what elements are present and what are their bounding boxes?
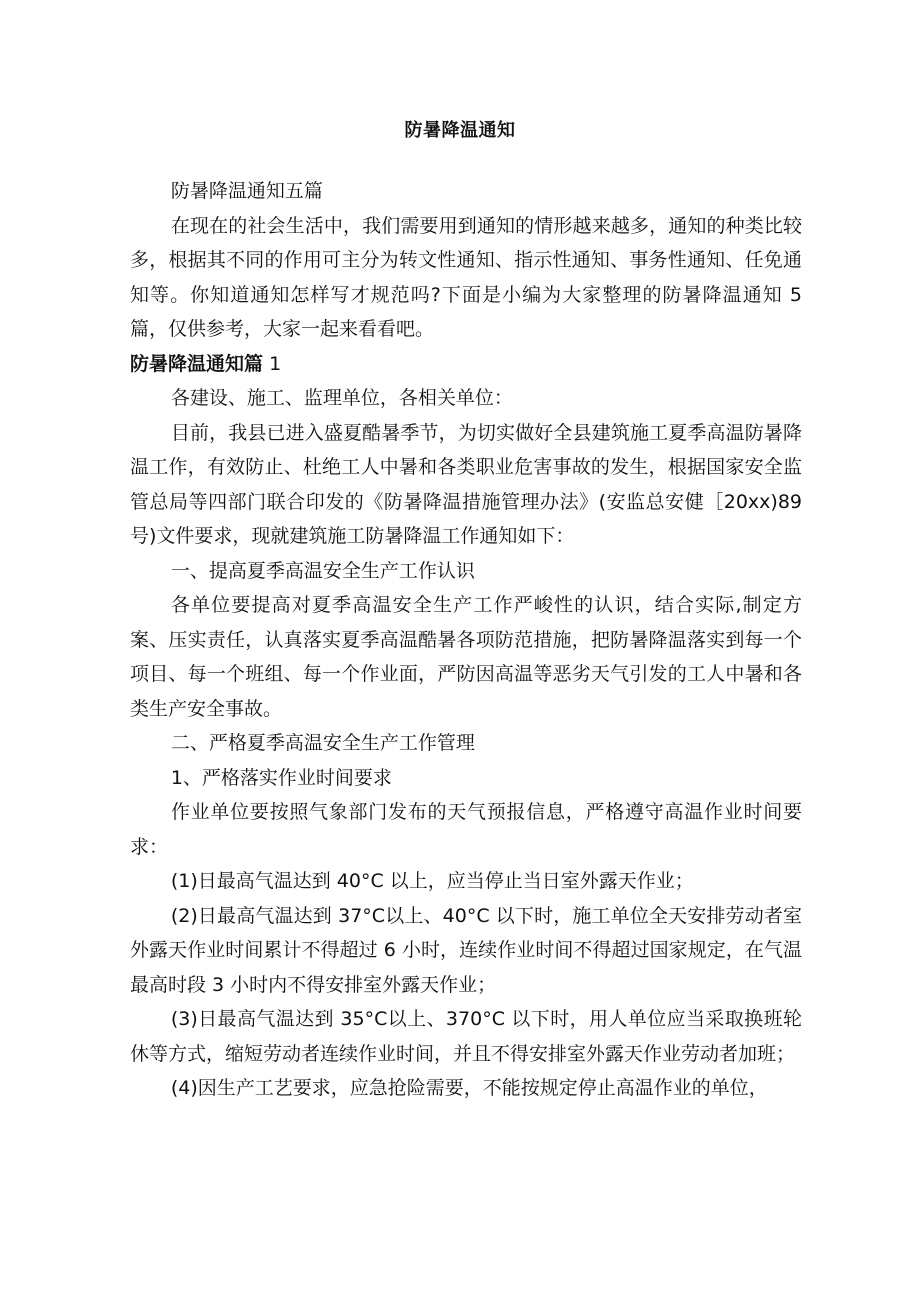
section-title-number: 1: [269, 352, 282, 375]
intro-paragraph: 在现在的社会生活中，我们需要用到通知的情形越来越多，通知的种类比较多，根据其不同的作用可主分为转文性通知、指示性通知、事务性通知、任免通知等。你知道通知怎样写才规范吗?下面是小编为大家整理的防暑降温通知 5 篇，仅供参考，大家一起来看看吧。: [130, 214, 802, 340]
paragraph-background: 目前，我县已进入盛夏酷暑季节，为切实做好全县建筑施工夏季高温防暑降温工作，有效防止、杜绝工人中暑和各类职业危害事故的发生，根据国家安全监管总局等四部门联合印发的《防暑降温措施管理办法》(安监总安健［20xx)89 号)文件要求，现就建筑施工防暑降温工作通知如下：: [130, 421, 802, 547]
paragraph-work-hours: 作业单位要按照气象部门发布的天气预报信息，严格遵守高温作业时间要求：: [130, 801, 802, 858]
subheading-work-hours: 1、严格落实作业时间要求: [170, 766, 392, 789]
list-item-1: (1)日最高气温达到 40°C 以上，应当停止当日室外露天作业；: [170, 870, 694, 892]
document-body: [130, 174, 802, 1106]
paragraph-awareness: 各单位要提高对夏季高温安全生产工作严峻性的认识，结合实际,制定方案、压实责任，认真落实夏季高温酷暑各项防范措施，把防暑降温落实到每一个项目、每一个班组、每一个作业面，严防因高温等恶劣天气引发的工人中暑和各类生产安全事故。: [130, 594, 802, 720]
salutation: 各建设、施工、监理单位，各相关单位：: [170, 387, 513, 409]
list-item-3: (3)日最高气温达到 35°C以上、370°C 以下时，用人单位应当采取换班轮休等方式，缩短劳动者连续作业时间，并且不得安排室外露天作业劳动者加班；: [130, 1008, 802, 1065]
list-item-2: (2)日最高气温达到 37°C以上、40°C 以下时，施工单位全天安排劳动者室外露天作业时间累计不得超过 6 小时，连续作业时间不得超过国家规定，在气温最高时段 3 小时内不得安排室外露天作业；: [130, 904, 802, 996]
heading-one: 一、提高夏季高温安全生产工作认识: [170, 559, 475, 582]
section-title-text: 防暑降温通知篇: [130, 352, 264, 375]
list-item-4: (4)因生产工艺要求，应急抢险需要，不能按规定停止高温作业的单位，: [170, 1077, 768, 1099]
section-title: [130, 347, 802, 382]
document-title: 防暑降温通知: [404, 120, 516, 141]
heading-two: 二、严格夏季高温安全生产工作管理: [170, 732, 475, 754]
subtitle: 防暑降温通知五篇: [170, 180, 323, 202]
